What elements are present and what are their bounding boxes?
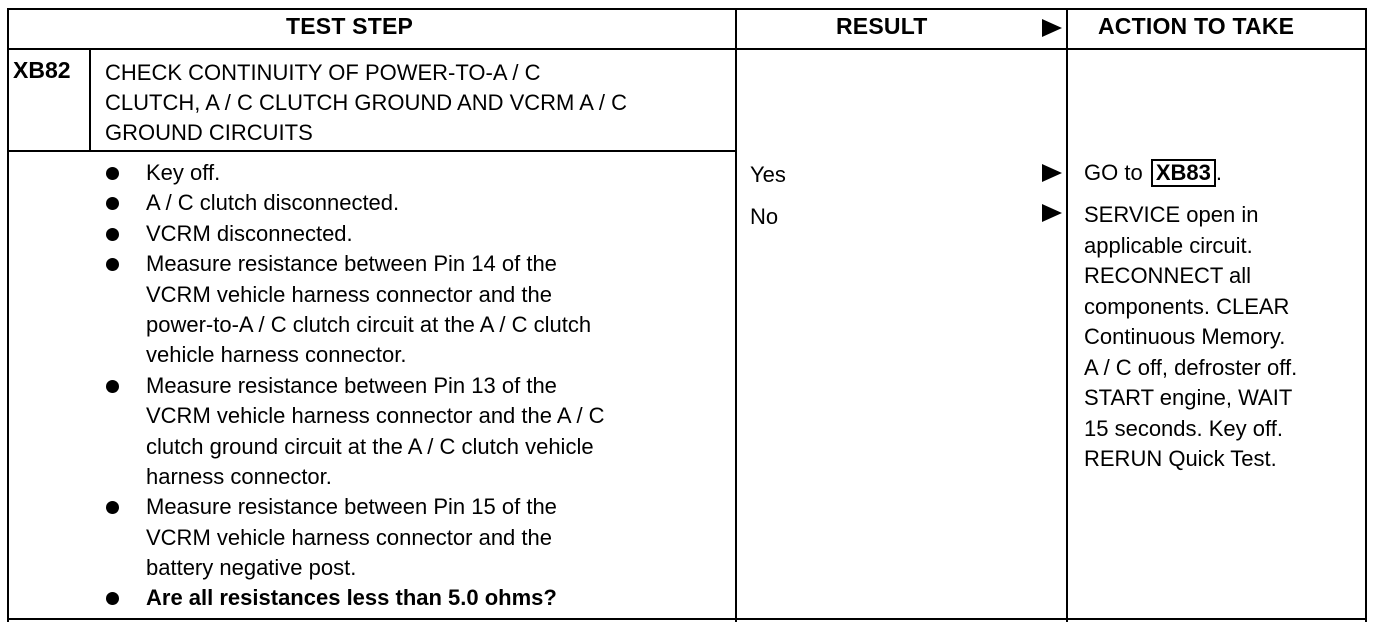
list-item: VCRM disconnected.	[104, 219, 605, 249]
result-yes-arrow-icon	[1042, 164, 1062, 182]
bullet-icon	[106, 258, 119, 271]
title-bottom-border	[9, 150, 737, 152]
step-id-divider	[89, 48, 91, 151]
result-no-arrow-icon	[1042, 204, 1062, 222]
header-result: RESULT	[836, 13, 928, 39]
action-yes: GO to XB83 .	[1084, 160, 1222, 185]
result-yes: Yes	[750, 162, 786, 187]
step-title-line: CLUTCH, A / C CLUTCH GROUND AND VCRM A / C	[105, 90, 627, 115]
bullet-icon	[106, 501, 119, 514]
table-top-border	[9, 8, 1367, 10]
table-left-border	[7, 8, 9, 622]
header-action: ACTION TO TAKE	[1098, 13, 1295, 39]
list-item: Measure resistance between Pin 15 of the VCRM vehicle harness connector and the battery negative post.	[104, 492, 605, 583]
header-arrow-icon	[1042, 19, 1062, 37]
bullet-icon	[106, 197, 119, 210]
action-no: SERVICE open in applicable circuit. RECONNECT all components. CLEAR Continuous Memory. A / C off, defroster off. START engine, WAIT 15 seconds. Key off. RERUN Quick Test.	[1084, 202, 1298, 471]
list-item: Measure resistance between Pin 14 of the VCRM vehicle harness connector and the power-to-A / C clutch circuit at the A / C clutch vehicle harness connector.	[104, 249, 605, 371]
procedure-bullet-list	[104, 158, 605, 614]
list-item-question: Are all resistances less than 5.0 ohms?	[104, 583, 605, 613]
step-id: XB82	[13, 57, 71, 83]
step-title	[105, 58, 627, 148]
table-bottom-border	[9, 618, 1367, 620]
result-no: No	[750, 204, 779, 229]
bullet-icon	[106, 167, 119, 180]
test-step-result-divider	[735, 8, 737, 622]
bullet-icon	[106, 380, 119, 393]
header-test-step: TEST STEP	[286, 13, 414, 39]
step-title-line: GROUND CIRCUITS	[105, 120, 313, 145]
table-right-border	[1365, 8, 1367, 622]
step-reference-box: XB83	[1151, 159, 1216, 187]
list-item: Key off.	[104, 158, 605, 188]
result-action-divider	[1066, 8, 1068, 622]
step-title-line: CHECK CONTINUITY OF POWER-TO-A / C	[105, 60, 541, 85]
header-bottom-border	[9, 48, 1367, 50]
list-item: Measure resistance between Pin 13 of the VCRM vehicle harness connector and the A / C clutch ground circuit at the A / C clutch vehicle harness connector.	[104, 371, 605, 493]
list-item: A / C clutch disconnected.	[104, 188, 605, 218]
bullet-icon	[106, 592, 119, 605]
bullet-icon	[106, 228, 119, 241]
